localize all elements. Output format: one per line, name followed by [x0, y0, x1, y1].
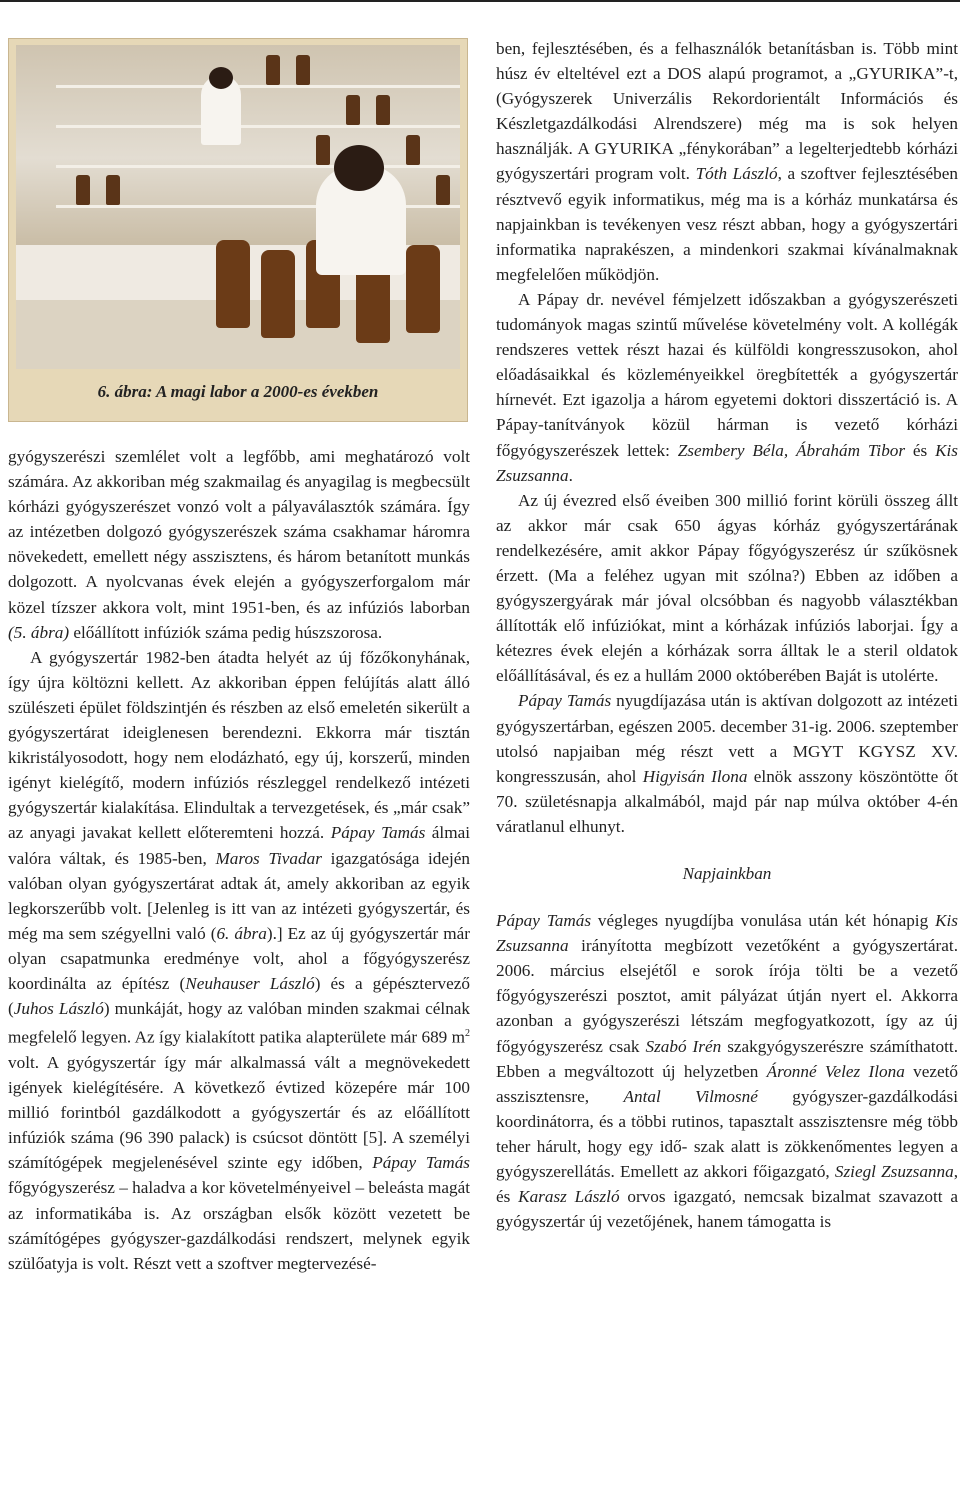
large-bottle: [406, 245, 440, 333]
bottle: [296, 55, 310, 85]
bottle: [346, 95, 360, 125]
pharmacist-hair: [334, 145, 384, 191]
section-heading: Napjainkban: [682, 864, 772, 883]
paragraph: ben, fejlesztésében, és a felhasználók betanításban is. Több mint húsz év elteltével ezt a DOS alapú programot, a „GYURIKA”-t, (Gyógyszerek Univerzális Rekordorientált Információs és Készletgazdálkodási Alrendszere) még ma is sok helyen használják. A GYURIKA „fénykorában” a legelterjedtebb kórházi gyógyszertári program volt. Tóth László, a szoftver fejlesztésében résztvevő egyik informatikus, még ma is a kórház munkatársa és napjainkban is tevékenyen vesz részt abban, hogy a gyógyszertári informatika naprakészen, a mindenkori szakmai kívánalmaknak megfelelően működjön.: [496, 39, 958, 284]
paragraph: Pápay Tamás nyugdíjazása után is aktívan dolgozott az intézeti gyógyszertárban, egészen 2005. december 31-ig. 2006. szeptember utolsó napjaiban még részt vett a MGYT KGYSZ XV. kongresszusán, ahol Higyisán Ilona elnök asszony köszöntötte őt 70. születésnapja alkalmából, majd pár nap múlva október 4-én váratlanul elhunyt.: [496, 691, 958, 836]
paragraph: Az új évezred első éveiben 300 millió forint körüli összeg állt az akkor már csak 650 ágyas kórház gyógyszertárának rendelkezésére, amit akkor Pápay főgyógyszerész úr szűkösnek érzett. (Ma a feléhez ugyan mit szólna?) Ebben az időben a gyógyszergyárak már jóval olcsóbban és nagyobb választékban állították elő infúziókat, mint a kórházak infúziós laborjai. Így a kétezres évek elején a kórházak sorra álltak le a steril oldatok előállításával, és ez a hullám 2000 októberében Baját is utolérte.: [496, 490, 958, 686]
bottle: [436, 175, 450, 205]
paragraph: Pápay Tamás végleges nyugdíjba vonulása után két hónapig Kis Zsuzsanna irányította megbízott vezetőként a gyógyszertárat. 2006. március elsejétől e sorok írója tölti be a vezető főgyógyszerészi posztot, amit pályázat útján nyert el. Akkorra azonban a gyógyszerészi létszám megfogyatkozott, így az új főgyógyszerész csak Szabó Irén szakgyógyszerészre számíthatott. Ebben a megváltozott új helyzetben Áronné Velez Ilona vezető asszisztensre, Antal Vilmosné gyógyszer-gazdálkodási koordinátorra, és a többi rutinos, tapasztalt asszisztensre még több teher hárult, hogy egy idő- szak alatt is zökkenőmentes legyen a gyógyszerellátás. Emellett az akkori főigazgató, Sziegl Zsuzsanna, és Karasz László orvos igazgató, nemcsak bizalmat szavazott a gyógyszertár új vezetőjének, hanem támogatta is: [496, 911, 959, 1232]
spacer: [496, 839, 958, 861]
background-figure-hair: [209, 67, 233, 89]
shelf: [56, 165, 460, 168]
bottle: [316, 135, 330, 165]
figure-6: [8, 38, 468, 422]
paragraph: A gyógyszertár 1982-ben átadta helyét az új főzőkonyhának, így újra költözni kellett. Az akkoriban éppen felújítás alatt álló szülészeti épület földszintjén és részben az első emeletén sikerült a gyógyszertárat ideiglenesen berendezni. Ekkorra már tisztán kikristályosodott, hogy nem elodázható, egy új, korszerű, minden igényt kielégítő, modern infúziós részleggel rendelkező intézeti gyógyszertár kialakítása. Elindultak a tervezgetések, és „már csak” az anyagi javakat kellett előteremteni hozzá. Pápay Tamás álmai valóra váltak, és 1985-ben, Maros Tivadar igazgatósága idején valóban olyan gyógyszertárat adtak át, amely akkoriban az egyik legkorszerűbb volt. [Jelenleg is itt van az intézeti gyógyszertár, és még ma sem szégyellni való (6. ábra).] Ez az új gyógyszertár már olyan csapatmunka eredménye volt, ahol a főgyógyszerész koordinálta az építész (Neuhauser László) és a gépésztervező (Juhos László) munkáját, hogy az valóban minden szakmai célnak megfelelő legyen. Az így kialakított patika alapterülete már 689 $m^2$ volt. A gyógyszertár így már alkalmassá vált a megnövekedett igények kielégítésére. A következő évtized közepére már 100 millió forintból gazdálkodott a gyógyszertár és az előállított infúziók száma (96 390 palack) is csúcsot döntött [5]. A személyi számítógépek megjelenésével szinte egy időben, Pápay Tamás főgyógyszerész – haladva a kor követelményeivel – beleásta magát az informatikába is. Az országban elsők között vezetett be számítógépes gyógyszer-gazdálkodási rendszert, melynek egyik szülőatyja is volt. Részt vett a szoftver megtervezésé-: [8, 647, 471, 1273]
bottle: [266, 55, 280, 85]
bottle: [376, 95, 390, 125]
right-column: [496, 36, 958, 1234]
bottle: [76, 175, 90, 205]
left-column: [8, 38, 470, 1276]
bottle: [106, 175, 120, 205]
bottle: [406, 135, 420, 165]
shelf: [56, 85, 460, 88]
spacer: [496, 886, 958, 908]
large-bottle: [216, 240, 250, 328]
lab-photo: [16, 45, 460, 369]
top-rule: [0, 0, 960, 2]
paragraph: A Pápay dr. nevével fémjelzett időszakban a gyógyszerészeti tudományok magas szintű művelése követelmény volt. A kollégák rendszeres vettek részt hazai és külföldi kongresszusokon, ahol előadásaikkal és közleményeikkel öregbítették a gyógyszertár hírnevét. Ezt igazolja a három egyetemi doktori disszertáció is. A Pápay-tanítványok közül hárman is vezető kórházi főgyógyszerészek lettek: Zsembery Béla, Ábrahám Tibor és Kis Zsuzsanna.: [496, 289, 958, 485]
figure-caption: 6. ábra: A magi labor a 2000-es években: [97, 382, 379, 401]
paragraph: gyógyszerészi szemlélet volt a legfőbb, ami meghatározó volt számára. Az akkoriban még szakmailag és anyagilag is megbecsült kórházi gyógyszerészet vonzó volt a pályaválasztók számára. Így az intézetben dolgozó gyógyszerészek száma csakhamar háromra növekedett, emellett négy asszisztens, és három betanított munkás dolgozott. A nyolcvanas évek elején a gyógyszerforgalom már közel tízszer akkora volt, mint 1951-ben, és az infúziós laborban (5. ábra) előállított infúziók száma pedig húszszorosa.: [8, 447, 470, 642]
large-bottle: [261, 250, 295, 338]
shelf: [56, 125, 460, 128]
